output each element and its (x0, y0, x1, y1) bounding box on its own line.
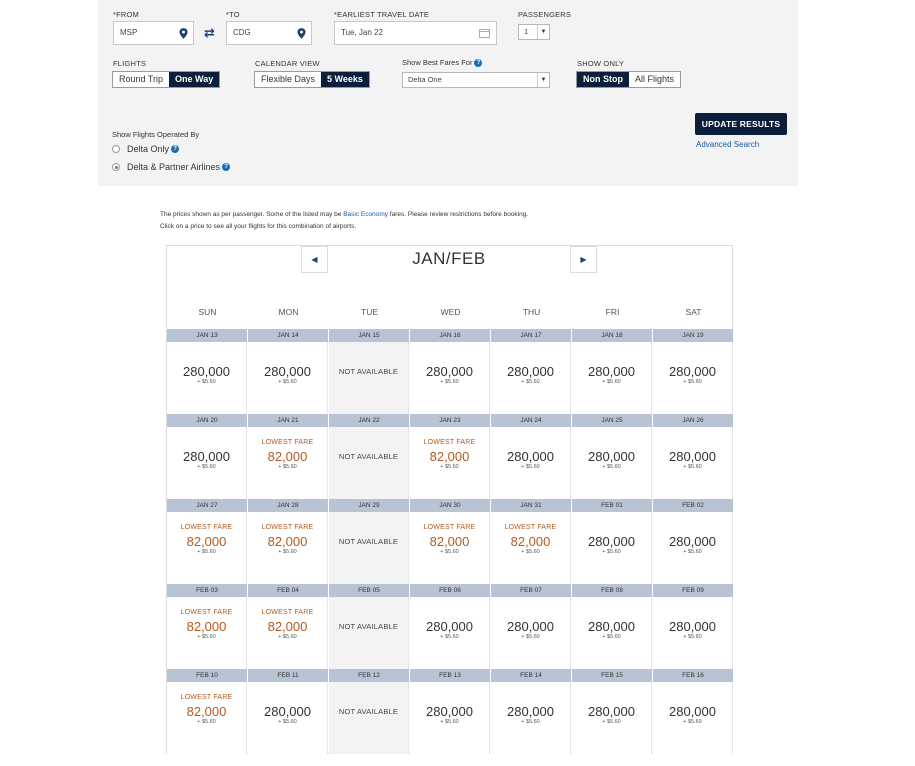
calendar-view-toggle (254, 71, 370, 88)
lowest-fare-badge: LOWEST FARE (261, 609, 314, 616)
date-header: JAN 29 (329, 499, 409, 512)
date-header: FEB 11 (248, 669, 328, 682)
round-trip-option[interactable]: Round Trip (119, 74, 164, 84)
fare-price[interactable]: 82,000 (186, 704, 227, 719)
not-available-text: NOT AVAILABLE (338, 707, 399, 716)
fare-cell[interactable] (248, 597, 328, 669)
fare-fee: + $5.60 (683, 719, 702, 725)
fare-cell[interactable] (491, 427, 571, 499)
not-available-text: NOT AVAILABLE (338, 452, 399, 461)
date-header: JAN 15 (329, 329, 409, 342)
fare-cell[interactable] (248, 512, 328, 584)
fare-fee: + $5.60 (521, 634, 540, 640)
fare-price[interactable]: 280,000 (669, 449, 716, 464)
fare-price[interactable]: 280,000 (264, 704, 311, 719)
chevron-down-icon: ▼ (537, 73, 549, 87)
fare-fee: + $5.60 (602, 379, 621, 385)
fare-cell[interactable] (572, 512, 652, 584)
flights-toggle (112, 71, 220, 88)
day-of-week-header: MON (278, 307, 299, 317)
lowest-fare-badge: LOWEST FARE (261, 439, 314, 446)
radio-button[interactable] (112, 145, 120, 153)
fare-cell[interactable] (572, 427, 652, 499)
fare-cell[interactable] (167, 512, 247, 584)
fare-fee: + $5.60 (521, 464, 540, 470)
swap-arrows-icon[interactable]: ⇄ (204, 25, 215, 40)
fare-price[interactable]: 280,000 (507, 704, 554, 719)
date-header: JAN 18 (572, 329, 652, 342)
fare-price[interactable]: 82,000 (267, 619, 308, 634)
fare-fee: + $5.60 (278, 719, 297, 725)
day-of-week-header: THU (522, 307, 541, 317)
fare-fee: + $5.60 (683, 549, 702, 555)
fare-price[interactable]: 280,000 (264, 364, 311, 379)
date-header: JAN 20 (167, 414, 247, 427)
passengers-label: PASSENGERS (518, 10, 572, 19)
radio-delta-partner[interactable] (112, 162, 230, 172)
fare-price[interactable]: 82,000 (429, 534, 470, 549)
not-available-text: NOT AVAILABLE (338, 367, 399, 376)
fare-price[interactable]: 82,000 (267, 534, 308, 549)
to-input[interactable] (226, 21, 312, 45)
fare-fee: + $5.60 (602, 549, 621, 555)
fare-cell[interactable] (167, 597, 247, 669)
passengers-value: 1 (524, 27, 529, 36)
fare-fee: + $5.60 (683, 464, 702, 470)
fare-cell[interactable] (410, 597, 490, 669)
map-pin-icon (297, 28, 306, 39)
fare-fee: + $5.60 (278, 379, 297, 385)
fare-fee: + $5.60 (197, 379, 216, 385)
one-way-option[interactable]: One Way (169, 72, 219, 87)
update-results-button[interactable]: UPDATE RESULTS (695, 113, 787, 135)
fare-cell[interactable] (572, 342, 652, 414)
radio-label: Delta & Partner Airlines (127, 162, 221, 172)
fare-calendar (166, 245, 733, 754)
lowest-fare-badge: LOWEST FARE (180, 694, 233, 701)
to-label: *TO (226, 10, 240, 19)
fare-cell[interactable] (410, 342, 490, 414)
fare-fee: + $5.60 (197, 464, 216, 470)
calendar-week-row (167, 329, 734, 414)
flexible-days-option[interactable]: Flexible Days (261, 74, 316, 84)
all-flights-option[interactable]: All Flights (635, 74, 675, 84)
date-value: Tue, Jan 22 (341, 28, 383, 37)
fare-fee: + $5.60 (683, 634, 702, 640)
non-stop-option[interactable]: Non Stop (577, 72, 629, 87)
fare-price[interactable]: 82,000 (186, 619, 227, 634)
fare-cell-unavailable (329, 682, 409, 754)
chevron-right-icon[interactable]: ▶ (570, 246, 597, 273)
date-header: JAN 27 (167, 499, 247, 512)
calendar-week-row (167, 669, 734, 754)
date-header: FEB 14 (491, 669, 571, 682)
not-available-text: NOT AVAILABLE (338, 622, 399, 631)
fare-fee: + $5.60 (602, 719, 621, 725)
fare-fee: + $5.60 (197, 549, 216, 555)
from-value: MSP (120, 28, 138, 37)
fare-price[interactable]: 82,000 (429, 449, 470, 464)
advanced-search-link[interactable]: Advanced Search (696, 140, 760, 149)
fare-cell[interactable] (491, 682, 571, 754)
radio-label: Delta Only (127, 144, 170, 154)
fare-fee: + $5.60 (197, 634, 216, 640)
lowest-fare-badge: LOWEST FARE (504, 524, 557, 531)
chevron-down-icon: ▼ (537, 25, 549, 39)
fare-price[interactable]: 280,000 (426, 704, 473, 719)
fare-price[interactable]: 280,000 (669, 534, 716, 549)
fare-fee: + $5.60 (602, 634, 621, 640)
best-fares-label: Show Best Fares For ? (402, 58, 482, 67)
calendar-week-row (167, 584, 734, 669)
fare-cell[interactable] (653, 427, 733, 499)
from-label: *FROM (113, 10, 140, 19)
date-label: *EARLIEST TRAVEL DATE (334, 10, 430, 19)
five-weeks-option[interactable]: 5 Weeks (321, 72, 369, 87)
fare-cell[interactable] (410, 427, 490, 499)
lowest-fare-badge: LOWEST FARE (180, 524, 233, 531)
date-header: JAN 26 (653, 414, 733, 427)
day-of-week-header: SUN (198, 307, 217, 317)
fare-cell-unavailable (329, 512, 409, 584)
fare-cell[interactable] (491, 597, 571, 669)
date-header: FEB 06 (410, 584, 490, 597)
date-header: FEB 10 (167, 669, 247, 682)
basic-economy-link[interactable]: Basic Economy (343, 211, 388, 218)
date-header: JAN 24 (491, 414, 571, 427)
fare-price[interactable]: 280,000 (669, 704, 716, 719)
best-fares-value: Delta One (408, 75, 442, 84)
fare-cell[interactable] (248, 427, 328, 499)
best-fares-select[interactable] (402, 72, 550, 88)
from-input[interactable] (113, 21, 194, 45)
fare-fee: + $5.60 (602, 464, 621, 470)
date-header: FEB 01 (572, 499, 652, 512)
fare-price[interactable]: 280,000 (426, 619, 473, 634)
fare-cell[interactable] (167, 342, 247, 414)
fare-cell[interactable] (491, 512, 571, 584)
map-pin-icon (179, 28, 188, 39)
fare-price[interactable]: 280,000 (507, 619, 554, 634)
fare-price[interactable]: 280,000 (426, 364, 473, 379)
date-input[interactable] (334, 21, 497, 45)
fare-cell[interactable] (572, 682, 652, 754)
fare-fee: + $5.60 (440, 549, 459, 555)
info-icon[interactable]: ? (222, 163, 230, 171)
date-header: FEB 04 (248, 584, 328, 597)
fare-cell[interactable] (653, 512, 733, 584)
date-header: JAN 21 (248, 414, 328, 427)
date-header: JAN 13 (167, 329, 247, 342)
month-nav (301, 246, 597, 273)
calendar-view-label: CALENDAR VIEW (255, 59, 320, 68)
fare-cell[interactable] (248, 682, 328, 754)
day-of-week-header: WED (440, 307, 461, 317)
fare-cell[interactable] (653, 597, 733, 669)
day-of-week-header: FRI (605, 307, 620, 317)
fare-price[interactable]: 280,000 (588, 449, 635, 464)
fare-price[interactable]: 280,000 (588, 619, 635, 634)
date-header: FEB 02 (653, 499, 733, 512)
fare-cell[interactable] (167, 682, 247, 754)
fare-price[interactable]: 280,000 (183, 449, 230, 464)
fare-price[interactable]: 82,000 (186, 534, 227, 549)
fare-price[interactable]: 280,000 (588, 534, 635, 549)
lowest-fare-badge: LOWEST FARE (423, 439, 476, 446)
fare-cell-unavailable (329, 342, 409, 414)
fare-cell[interactable] (410, 682, 490, 754)
show-only-toggle (576, 71, 681, 88)
date-header: JAN 22 (329, 414, 409, 427)
fare-fee: + $5.60 (440, 379, 459, 385)
fare-fee: + $5.60 (278, 464, 297, 470)
fare-cell[interactable] (653, 682, 733, 754)
info-icon[interactable]: ? (171, 145, 179, 153)
fare-price[interactable]: 280,000 (183, 364, 230, 379)
date-header: FEB 05 (329, 584, 409, 597)
fare-cell[interactable] (653, 342, 733, 414)
fare-fee: + $5.60 (521, 549, 540, 555)
fare-cell-unavailable (329, 427, 409, 499)
date-header: JAN 31 (491, 499, 571, 512)
date-header: JAN 28 (248, 499, 328, 512)
to-value: CDG (233, 28, 251, 37)
lowest-fare-badge: LOWEST FARE (423, 524, 476, 531)
date-header: FEB 16 (653, 669, 733, 682)
month-title: JAN/FEB (412, 249, 486, 268)
operated-by-label: Show Flights Operated By (112, 130, 200, 139)
fare-cell[interactable] (572, 597, 652, 669)
date-header: JAN 19 (653, 329, 733, 342)
fare-cell-unavailable (329, 597, 409, 669)
fare-fee: + $5.60 (278, 549, 297, 555)
date-header: FEB 03 (167, 584, 247, 597)
date-header: FEB 15 (572, 669, 652, 682)
fare-price[interactable]: 82,000 (267, 449, 308, 464)
info-icon[interactable]: ? (474, 59, 482, 67)
fare-fee: + $5.60 (683, 379, 702, 385)
calendar-icon (479, 28, 490, 38)
date-header: JAN 23 (410, 414, 490, 427)
day-of-week-header: SAT (685, 307, 702, 317)
flights-label: FLIGHTS (113, 59, 147, 68)
lowest-fare-badge: LOWEST FARE (180, 609, 233, 616)
date-header: JAN 17 (491, 329, 571, 342)
fare-cell[interactable] (167, 427, 247, 499)
date-header: FEB 09 (653, 584, 733, 597)
chevron-left-icon[interactable]: ◀ (301, 246, 328, 273)
fare-price[interactable]: 280,000 (507, 449, 554, 464)
fare-price[interactable]: 280,000 (669, 619, 716, 634)
fare-cell[interactable] (248, 342, 328, 414)
date-header: JAN 14 (248, 329, 328, 342)
fare-cell[interactable] (410, 512, 490, 584)
date-header: JAN 25 (572, 414, 652, 427)
date-header: FEB 12 (329, 669, 409, 682)
date-header: FEB 13 (410, 669, 490, 682)
date-header: JAN 16 (410, 329, 490, 342)
fare-cell[interactable] (491, 342, 571, 414)
day-of-week-header: TUE (361, 307, 378, 317)
fare-fee: + $5.60 (440, 719, 459, 725)
fare-fee: + $5.60 (440, 634, 459, 640)
radio-delta-only[interactable] (112, 144, 179, 154)
fare-fee: + $5.60 (521, 719, 540, 725)
fare-price[interactable]: 280,000 (588, 364, 635, 379)
radio-button[interactable] (112, 163, 120, 171)
lowest-fare-badge: LOWEST FARE (261, 524, 314, 531)
calendar-week-row (167, 499, 734, 584)
price-notice: The prices shown as per passenger. Some of the listed may be Basic Economy fares. Please review restrictions before booking. Click on a price to see all your flights for this combination of airports. (160, 211, 529, 230)
fare-fee: + $5.60 (440, 464, 459, 470)
fare-price[interactable]: 280,000 (588, 704, 635, 719)
fare-price[interactable]: 82,000 (510, 534, 551, 549)
calendar-week-row (167, 414, 734, 499)
not-available-text: NOT AVAILABLE (338, 537, 399, 546)
show-only-label: SHOW ONLY (577, 59, 625, 68)
date-header: FEB 08 (572, 584, 652, 597)
fare-fee: + $5.60 (278, 634, 297, 640)
fare-price[interactable]: 280,000 (669, 364, 716, 379)
passengers-select[interactable] (518, 24, 550, 40)
fare-fee: + $5.60 (197, 719, 216, 725)
date-header: FEB 07 (491, 584, 571, 597)
fare-price[interactable]: 280,000 (507, 364, 554, 379)
date-header: JAN 30 (410, 499, 490, 512)
fare-fee: + $5.60 (521, 379, 540, 385)
